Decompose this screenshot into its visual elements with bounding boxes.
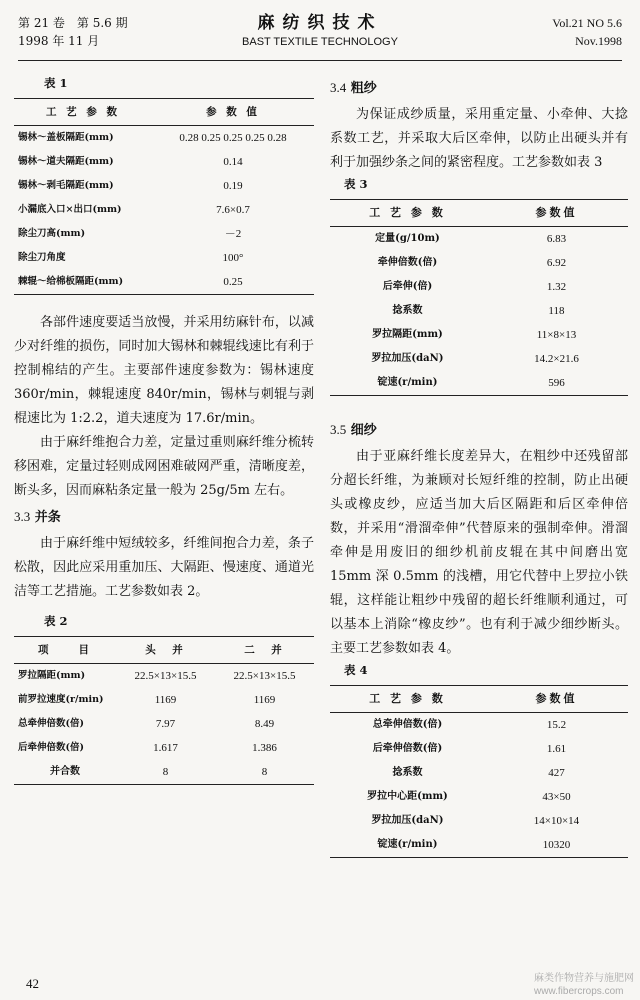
table2-caption: 表 2 xyxy=(44,614,68,628)
table-cell: 锡林～盖板隔距(mm) xyxy=(18,132,114,143)
table-row xyxy=(330,833,628,858)
table-cell: 22.5×13×15.5 xyxy=(134,670,197,682)
table-cell: 14.2×21.6 xyxy=(534,353,579,365)
table2-header: 二 并 xyxy=(244,644,285,656)
table-cell: 6.92 xyxy=(546,257,567,269)
table-cell: 罗拉隔距(mm) xyxy=(18,670,86,681)
table4-header: 参数值 xyxy=(535,692,578,705)
table-cell: 7.6×0.7 xyxy=(216,204,250,216)
body-paragraph: 由于麻纤维中短绒较多，纤维间抱合力差，条子松散，因此应采用重加压、大隔距、慢速度、通道光洁等工艺措施。工艺参数如表 2。 xyxy=(14,536,314,599)
table-cell: 锭速(r/min) xyxy=(377,377,438,388)
table2-header: 项 目 xyxy=(38,644,92,656)
table4-header: 工 艺 参 数 xyxy=(369,692,446,705)
table-cell: 捻系数 xyxy=(392,305,423,316)
table-cell: 1.61 xyxy=(546,743,567,755)
table-cell: 后牵伸倍数(倍) xyxy=(18,742,84,753)
table-cell: 8 xyxy=(261,766,268,778)
table-cell: 除尘刀角度 xyxy=(18,252,66,263)
table-cell: 总牵伸倍数(倍) xyxy=(18,718,84,729)
table-cell: 22.5×13×15.5 xyxy=(233,670,296,682)
table-cell: 定量(g/10m) xyxy=(375,233,440,244)
table-cell: 1.32 xyxy=(546,281,567,293)
table4 xyxy=(330,685,628,858)
body-paragraph: 由于亚麻纤维长度差异大，在粗纱中还残留部分超长纤维，为兼顾对长短纤维的控制，防止出硬头或橡皮纱，应适当加大后区隔距和后区牵伸倍数，并采用“滑溜牵伸”代替原来的强制牵伸。滑溜牵伸是用废旧的细纱机前皮辊在其中间磨出宽 15mm 深 0.5mm 的浅槽，用它代替中上罗拉小铁辊，这样能让粗纱中残留的超长纤维顺利通过，可以基本上消除“橡皮纱”。也有利于减少细纱断头。主要工艺参数如表 4。 xyxy=(330,449,628,656)
table4-caption: 表 4 xyxy=(344,663,368,677)
table3-caption: 表 3 xyxy=(344,177,368,191)
table-cell: 1.386 xyxy=(252,742,277,754)
body-paragraph: 由于麻纤维抱合力差，定量过重则麻纤维分梳转移困难，定量过轻则成网困难破网严重，清晰度差，断头多，因而麻粘条定量一般为 25g/5m 左右。 xyxy=(14,435,314,498)
table-row xyxy=(330,713,628,738)
section-heading-3-3 xyxy=(14,505,314,530)
table-row xyxy=(330,761,628,785)
section-number: 3.3 xyxy=(14,509,31,524)
table-cell: 锡林～剥毛隔距(mm) xyxy=(18,180,114,191)
table-cell: 并合数 xyxy=(50,766,80,777)
table-cell: 小漏底入口×出口(mm) xyxy=(18,204,122,215)
table3-header: 参数值 xyxy=(535,206,578,219)
table-row xyxy=(330,785,628,809)
section-title: 并条 xyxy=(34,510,61,525)
issue-date: 1998 年 11 月 xyxy=(18,34,100,48)
table3-header: 工 艺 参 数 xyxy=(369,206,446,219)
table-cell: 0.25 xyxy=(223,276,243,288)
table-cell: 43×50 xyxy=(542,791,571,803)
section-title: 粗纱 xyxy=(350,81,377,96)
table-row xyxy=(330,809,628,833)
watermark-line: 麻类作物营养与施肥网 xyxy=(534,973,634,984)
page-number: 42 xyxy=(26,976,39,991)
table-row xyxy=(14,688,314,712)
table-cell: 后牵伸(倍) xyxy=(382,281,433,292)
table-cell: 11×8×13 xyxy=(536,329,577,341)
table-cell: 10320 xyxy=(542,839,571,851)
issue-date-en: Nov.1998 xyxy=(575,34,622,48)
table-row xyxy=(14,712,314,736)
issue-info-en xyxy=(552,14,622,50)
right-column xyxy=(330,74,628,858)
table3 xyxy=(330,199,628,396)
table-cell: 牵伸倍数(倍) xyxy=(377,257,438,268)
table1-caption: 表 1 xyxy=(44,76,68,90)
journal-title-block xyxy=(18,12,622,50)
table-cell: 118 xyxy=(548,305,565,317)
table-cell: 7.97 xyxy=(155,718,176,730)
table-cell: 8.49 xyxy=(254,718,275,730)
table-row xyxy=(330,371,628,396)
table-cell: 罗拉加压(daN) xyxy=(371,353,444,364)
table-cell: 罗拉加压(daN) xyxy=(371,815,444,826)
table-row xyxy=(14,246,314,270)
table-row xyxy=(330,275,628,299)
table-cell: 6.83 xyxy=(546,233,567,245)
table-cell: －2 xyxy=(224,228,242,240)
table-cell: 1.617 xyxy=(153,742,178,754)
table-row xyxy=(14,174,314,198)
table-row xyxy=(330,347,628,371)
table-row xyxy=(14,126,314,151)
section-title: 细纱 xyxy=(350,423,377,438)
table-row xyxy=(14,270,314,295)
table-row xyxy=(330,251,628,275)
table-cell: 100° xyxy=(222,252,244,264)
body-paragraph: 各部件速度要适当放慢，并采用纺麻针布，以减少对纤维的损伤，同时加大锡林和棘辊线速比有利于控制棉结的产生。主要部件速度参数为：锡林速度 360r/min，棘辊速度 840r/min，锡林与刺辊与剥棍速比为 1:2.2，道夫速度为 17.6r/min。 xyxy=(14,315,314,426)
table-row xyxy=(14,222,314,246)
table2-header: 头 并 xyxy=(145,644,186,656)
table-cell: 除尘刀高(mm) xyxy=(18,228,86,239)
table-cell: 427 xyxy=(548,767,565,779)
table-cell: 15.2 xyxy=(546,719,567,731)
table-cell: 8 xyxy=(162,766,169,778)
table1-header: 参 数 值 xyxy=(206,106,260,118)
table-cell: 锭速(r/min) xyxy=(377,839,438,850)
page-header xyxy=(18,8,622,58)
table-cell: 0.28 0.25 0.25 0.25 0.28 xyxy=(179,132,287,144)
table-cell: 前罗拉速度(r/min) xyxy=(18,694,104,705)
watermark xyxy=(534,972,634,998)
section-heading-3-5 xyxy=(330,418,628,443)
left-column xyxy=(14,74,314,785)
table-cell: 锡林～道夫隔距(mm) xyxy=(18,156,114,167)
table-row xyxy=(14,150,314,174)
section-number: 3.5 xyxy=(330,422,347,437)
table-row xyxy=(330,737,628,761)
watermark-line: www.fibercrops.com xyxy=(534,986,624,997)
table-cell: 棘辊～给棉板隔距(mm) xyxy=(18,276,124,287)
table-row xyxy=(330,323,628,347)
table-row xyxy=(14,736,314,760)
journal-subtitle: BAST TEXTILE TECHNOLOGY xyxy=(242,36,398,48)
table-cell: 14×10×14 xyxy=(533,815,580,827)
table-cell: 1169 xyxy=(154,694,177,706)
table-row xyxy=(330,299,628,323)
table-cell: 1169 xyxy=(253,694,276,706)
section-heading-3-4 xyxy=(330,76,628,101)
table-cell: 596 xyxy=(548,377,565,389)
body-paragraph: 为保证成纱质量，采用重定量、小牵伸、大捻系数工艺，并采取大后区牵伸，以防止出硬头并有利于加强纱条之间的紧密程度。工艺参数如表 3 xyxy=(330,107,628,170)
section-number: 3.4 xyxy=(330,80,347,95)
table-cell: 0.19 xyxy=(223,180,243,192)
table-cell: 0.14 xyxy=(223,156,243,168)
table-cell: 罗拉中心距(mm) xyxy=(367,791,448,802)
table1-header: 工 艺 参 数 xyxy=(46,106,120,118)
table-cell: 后牵伸倍数(倍) xyxy=(372,743,443,754)
table2 xyxy=(14,636,314,785)
table-row xyxy=(330,227,628,252)
table-cell: 罗拉隔距(mm) xyxy=(372,329,443,340)
table-cell: 捻系数 xyxy=(392,767,423,778)
table-row xyxy=(14,760,314,785)
table-row xyxy=(14,198,314,222)
table-cell: 总牵伸倍数(倍) xyxy=(372,719,443,730)
table-row xyxy=(14,664,314,689)
volume-issue-en: Vol.21 NO 5.6 xyxy=(552,16,622,30)
header-divider xyxy=(18,60,622,61)
volume-issue: 第 21 卷 第 5.6 期 xyxy=(18,16,128,30)
table1 xyxy=(14,98,314,295)
journal-title: 麻纺织技术 xyxy=(257,13,383,33)
